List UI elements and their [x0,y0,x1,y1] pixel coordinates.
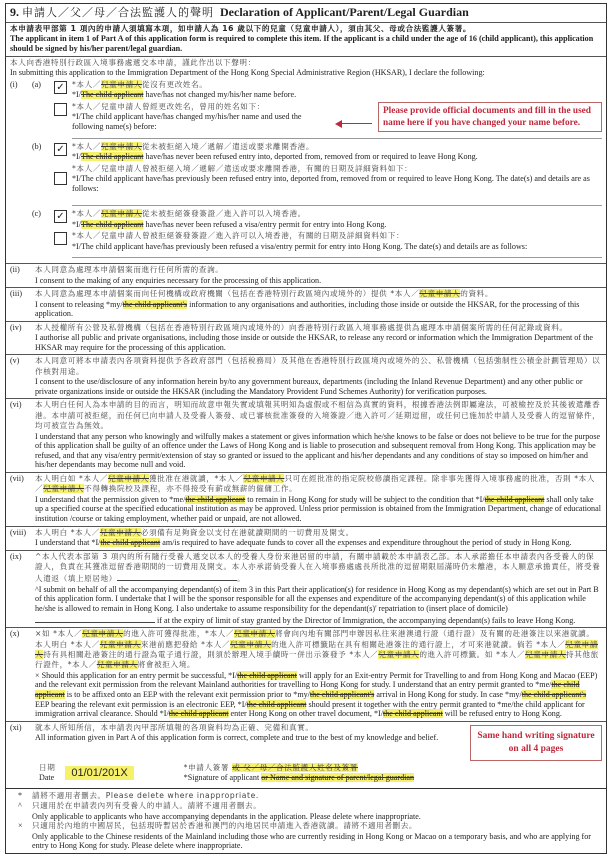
item-en [35,276,602,286]
text-segment: 持有具相關赴港簽注的通行證為電子通行證，則須於辦理入境手續時一併出示簽發予 *本人／ [43,649,379,659]
text-segment: 本人明白 *本人／ [35,527,100,537]
text-segment: 本人同意為處理本申請個案而向任何機構或政府機關（包括在香港特別行政區境內或境外的）提供 *本人／ [35,289,420,299]
section-number: 9. [10,5,19,19]
text-segment: 的資料。 [460,289,494,299]
text-segment: 從沒有更改姓名。 [141,79,208,89]
text-segment: *本人／ [72,79,101,89]
text-segment: 獲批准在港就讀，*本人／ [148,473,244,483]
refusal-details-line[interactable] [72,205,602,206]
signature-label-zh [184,763,414,773]
arrow-icon [335,120,372,128]
item-en [35,377,602,396]
text-segment: × Should this application for an entry permit be successful, *I/ [35,670,238,680]
text-segment: have/has never been refused a visa/entry permit for entry into Hong Kong. [143,219,387,229]
struck-highlighted-text: 兒童申請人 [82,629,124,639]
note-signature: Same hand writing signature on all 4 pages [470,725,602,761]
option-zh [72,102,329,112]
option-a2-row [10,102,602,132]
struck-highlighted-text: the child applicant [35,680,580,699]
struck-highlighted-text: the child applicant [484,494,545,504]
text-segment: *I/The child applicant have/has changed my/his/her name and used the following name(s) before: [72,112,302,131]
text-segment: *申請人簽署 [183,762,233,772]
text-segment: is to be affixed onto an EEP with the relevant exit permission prior to *my/ [64,689,310,699]
item-xi [10,723,462,743]
item-zh [35,528,602,538]
struck-highlighted-text: 兒童申請人 [107,473,149,483]
text-segment: 從未被拒絕入境／遞解／遣送或要求離開香港。 [141,141,315,151]
checkbox-a-changed[interactable] [54,103,67,116]
struck-highlighted-text: 兒童申請人 [99,527,141,537]
text-segment: will be refused entry to Hong Kong. [442,709,562,719]
struck-highlighted-text: 兒童申請人 [100,209,142,219]
struck-highlighted-text: the child applicant [246,699,307,709]
option-zh [72,80,602,90]
struck-highlighted-text: 兒童申請人 [100,141,142,151]
text-segment: *Signature of applicant [183,773,262,783]
footnote-mark: ^ [18,801,22,811]
item-zh [35,552,602,585]
text-segment: I understand that the permission given to *me/ [35,494,186,504]
option-en [72,152,602,162]
option-a2-with-note [72,102,602,132]
text-segment: 就本人所知所信，本申請表內甲部所填報的各項資料均為正確、完備和真實。 [35,722,314,732]
footnote-mark: * [18,790,23,800]
text-segment: will apply for an Exit-entry Permit for Travelling to and from Hong Kong and Macao (EEP) and the relevant exit permission from the relevant Mainland authorities for travelling to Hong Kong for study. I understand that an entry permit granted to *me/ [35,670,598,690]
struck-highlighted-text: 兒童申請人 [230,639,272,649]
struck-highlighted-text: the child applicant's [521,689,587,699]
text-segment: 從未被拒絕簽發簽證／進入許可以入境香港。 [141,209,306,219]
text-segment: 本人授權所有公營及私營機構（包括在香港特別行政區境內或境外的）向香港特別行政區入境事務處提供為處理本申請個案所需的任何記錄或資料。 [35,322,568,332]
title-en: Declaration of Applicant/Parent/Legal Guardian [220,5,469,19]
option-b1-row [10,142,602,162]
option-c2 [72,231,602,251]
text-segment: 。 [236,574,246,584]
option-a2 [72,102,329,132]
option-zh [72,231,602,241]
text-segment: to remain in Hong Kong for study will be subject to the condition that *I/ [245,494,485,504]
used-name-line[interactable] [72,138,602,139]
date-label [39,763,55,783]
check-icon: ✓ [56,143,65,155]
struck-highlighted-text: 兒童申請人 [419,289,461,299]
title-zh: 申請人／父／母／合法監護人的聲明 [22,6,214,19]
checkbox-a-unchanged[interactable] [54,81,67,94]
signature-row [10,761,602,786]
text-segment: *I/The child applicant have/has previously been refused entry into, deported from, removed from or required to leave Hong Kong. The date(s) and details are as follows: [72,174,590,193]
text-segment: *本人／兒童申請人曾被拒絕入境／遞解／遣送或要求離開香港，有關的日期及詳細資料如下： [72,163,413,173]
footnote-zh: 只適用於在申請表內列有受養人的申請人。請將不適用者刪去。 [32,801,262,811]
item-zh [35,323,602,333]
intro-en: The applicant in item 1 of Part A of this application form is required to complete this item. If the applicant is a child under the age of 16 (child applicant), this application should be signed by his/her parent/legal guardian. [10,34,594,53]
item-label: (viii) [10,527,26,537]
item-iv [6,321,606,355]
option-b1 [72,142,602,162]
option-en [72,112,329,131]
text-segment: 本人明白任何人為本申請的目的而言，明知而故意申報失實或填報其明知為虛假或不相信為真實的資料，根據香港法例即屬違法，可被檢控及於其後被遣離香港。本申請可被拒絕，而任何已向申請人及受養人簽發、或已審核批准簽發的入境簽證／進入許可／延期逗留，或任何已施加於申請人及受養人的逗留條件，均可被宣告為無效。 [35,400,601,431]
checkbox-c-refused-visa[interactable] [54,232,67,245]
footnote-mainland [6,821,606,851]
text-segment: have/has not changed my/his/her name before. [143,90,297,99]
item-en [35,671,602,719]
item-label: (ii) [10,265,20,275]
text-segment: have/has never been refused entry into, deported from, removed from or required to leave Hong Kong. [143,152,478,161]
option-b2 [72,164,602,194]
text-segment: 必須備有足夠資金以支付在港就讀期間的一切費用及開支。 [140,527,354,537]
date-label-en: Date [39,773,55,783]
checkbox-b-never-refused[interactable] [54,143,67,156]
footnote-mark: × [18,821,23,831]
text-segment: enter Hong Kong on other travel document, *I/ [228,709,383,719]
item-en [35,733,462,743]
struck-highlighted-text: 兒童申請人 [96,660,138,670]
text-segment: *I/ [72,90,81,99]
option-a1 [72,80,602,100]
text-segment: I understand that *I/ [35,537,101,547]
struck-highlighted-text: 兒童申請人 [43,484,85,494]
intro [6,22,606,56]
text-segment: ×如 *本人／ [35,629,83,639]
option-zh [72,164,602,174]
struck-highlighted-text: the child applicant [168,709,229,719]
struck-highlighted-text: the child applicant [382,709,443,719]
declare-zh: 本人向香港特別行政區入境事務處遞交本申請，謹此作出以下聲明： [10,57,256,67]
arrow-shaft [342,123,372,124]
option-c1 [72,209,602,229]
item-en [35,300,602,319]
struck-highlighted-text: the child applicant's [309,689,375,699]
date-field[interactable]: 01/01/201X [65,766,133,780]
item-en [35,585,602,625]
text-segment: All information given in Part A of this application form is correct, complete and true to the best of my knowledge and belief. [35,733,439,743]
text-segment: I authorise all public and private organisations, including those inside or outside the HKSAR, to release any record or information which the Immigration Department of the HKSAR may require for the processing of this application. [35,333,593,352]
text-segment: 將會向內地有關部門申辦因私往來港澳通行證（通行證）及有關的赴港簽注以來港就讀。本人明白 *本人／ [35,629,595,649]
struck-highlighted-text: The child applicant [81,219,144,229]
struck-highlighted-text: 兒童申請人 [234,629,276,639]
item-en [35,432,602,470]
option-en [72,220,602,230]
checkbox-c-never-refused-visa[interactable] [54,210,67,223]
item-zh [35,474,602,495]
signature-field[interactable] [184,763,414,783]
visa-details-line[interactable] [72,257,602,258]
text-segment: 只可在經批准的指定院校修讀指定課程。除非事先獲得入境事務處的批准，否則 *本人／ [35,473,596,494]
text-segment: *本人／ [72,209,101,219]
note-used-name: Please provide official documents and fill in the used name here if you have changed your name before. [378,102,602,132]
item-zh [35,400,602,431]
text-segment: 的進入許可標籤。如 *本人／ [419,649,526,659]
text-segment: *本人／ [72,141,101,151]
item-iii [6,287,606,321]
item-label: (x) [10,629,20,639]
declare-intro [6,56,606,264]
struck-highlighted-text: the child applicant [100,537,161,547]
item-i-a [10,80,602,139]
fill-in-blank[interactable] [117,572,237,581]
text-segment: 來港前應把發給 *本人／ [140,639,231,649]
item-x [6,627,606,721]
option-zh [72,142,602,152]
item-zh [35,356,602,377]
text-segment: I understand that any person who knowingly and wilfully makes a statement or gives information which he/she knows to be false or does not believe to be true for the purpose of this application shall be guilty of an offence under the Laws of Hong Kong and is liable to prosecution and subsequent removal from Hong Kong. This application may be refused, and that any visa/entry permit/extension of stay so granted or issued to the applicant and his/her dependants and any conditions of stay so imposed on him/her and his/her dependants may become null and void. [35,431,601,470]
item-ix [6,550,606,628]
arrowhead-icon [335,120,342,128]
text-segment: 本人同意可將本申請表內各項資料提供予各政府部門（包括稅務局）及其他在香港特別行政區境內或境外的公、私營機構（包括強制性公積金計劃管理局）以作核對用途。 [35,356,601,376]
struck-highlighted-text: the child applicant [237,670,297,680]
option-b2-row [10,164,602,194]
check-icon: ✓ [56,211,65,223]
option-c1-row [10,209,602,229]
text-segment: shall only take up a specified course at the specified educational institution as may be approved. Unless prior permission is obtained from the Immigration Department, change of educational institution /course or taking employment, whether paid or unpaid, are not allowed. [35,494,601,523]
text-segment: should present it together with the entry permit granted to *me/the child applicant for immigration arrival clearance. Should *I/ [35,699,585,719]
item-vi [6,398,606,472]
section-title [10,5,602,20]
text-segment: am/is required to have adequate funds to cover all the expenses and expenditure throughout the period of study in Hong Kong. [160,537,572,547]
declare-en: In submitting this application to the Immigration Department of the Hong Kong Special Administrative Region (HKSAR), I declare the following: [10,68,485,77]
footnote-zh: 請將不適用者刪去。Please delete where inappropriate. [32,790,259,800]
struck-highlighted-text: the child applicant [185,494,246,504]
text-segment: *本人／兒童申請人曾經更改姓名，曾用的姓名如下： [72,102,265,111]
option-en [72,174,602,193]
item-label: (i) [10,79,18,89]
struck-highlighted-text: 兒童申請人 [378,649,420,659]
item-label: (xi) [10,722,22,732]
item-zh [35,289,602,299]
item-en [35,333,602,352]
text-segment: *本人／兒童申請人曾被拒絕簽發簽證／進入許可以入境香港，有關的日期及詳細資料如下： [72,231,405,241]
text-segment: 持其他旅行證件，*本人／ [35,649,599,670]
item-zh [35,723,462,733]
text-segment: 不得轉換院校及課程，亦不得接受有薪或無薪的僱傭工作。 [84,484,298,494]
struck-highlighted-text: 或 父／母／合法監護人姓名及簽署 [232,762,358,772]
signature-label-en [184,773,414,783]
struck-highlighted-text: 兒童申請人 [35,639,599,659]
item-i-b [10,142,602,207]
item-viii [6,526,606,550]
struck-highlighted-text: 兒童申請人 [243,473,285,483]
text-segment: 本人明白如 *本人／ [35,473,108,483]
footnote-en: Only applicable to the Chinese residents of the Mainland including those who are currently residing in Hong Kong or Macao on a temporary basis, and who are applying for entry to Hong Kong for study. Please delete where inappropriate. [32,831,591,851]
text-segment: if at the expiry of limit of stay granted by the Director of Immigration, the accompanying dependant(s) fails to leave Hong Kong. [155,615,576,625]
check-icon: ✓ [56,81,65,93]
footnote-zh: 只適用於內地的中國居民，包括現時暫居於香港和澳門的內地居民申請進入香港就讀。請將不適用者刪去。 [32,821,418,831]
item-xi-row [10,723,602,761]
footnote-en: Only applicable to applicants who have accompanying dependants in the application. Please delete where inappropriate. [32,811,421,821]
option-c2-row [10,231,602,251]
item-label: (ix) [10,551,22,561]
item-en [35,495,602,524]
text-segment: ^I submit on behalf of all the accompanying dependant(s) of item 3 in this Part their application(s) for residence in Hong Kong as my dependant(s) which are set out in Part B of this application form. I undertake that I will be the sponsor responsible for all the expenses and expenditure of the accompanying dependant(s) of this application while he/she is allowed to remain in Hong Kong. I also undertake to assume responsibility for the dependant(s)' repatriation to (insert place of domicile) [35,584,599,613]
struck-highlighted-text: 兒童申請人 [525,649,567,659]
date-label-zh: 日期 [39,762,56,772]
item-v [6,354,606,398]
text-segment: arrival in Hong Kong for study. In case *my/ [374,689,522,699]
struck-highlighted-text: or Name and signature of parent/legal guardian [261,773,415,783]
text-segment: *I/The child applicant have/has previously been refused a visa/entry permit for entry into Hong Kong. The date(s) and details are as follows: [72,241,528,251]
intro-zh: 本申請表甲部第 1 項內的申請人須填寫本項，如申請人為 16 歲以下的兒童（兒童申請人），須由其父、母或合法監護人簽署。 [10,24,472,33]
struck-highlighted-text: The child applicant [81,152,144,161]
text-segment: 的進入許可獲得批准，*本人／ [123,629,235,639]
footnote-dependants [6,801,606,821]
text-segment: *I/ [72,219,81,229]
text-segment: *I/ [72,152,81,161]
item-en [35,538,602,548]
text-segment: I consent to the use/disclosure of any information herein by/to any government bureaux, departments (including the Inland Revenue Department) and any other public or private organizations inside or outside the HKSAR (including the Mandatory Provident Fund Schemes Authority) for verification purposes. [35,377,583,396]
text-segment: 的進入許可標籤貼在具有相關赴港簽注的通行證上，才可來港就讀。倘若 *本人／ [271,639,566,649]
struck-highlighted-text: The child applicant [81,90,144,99]
item-label: (vi) [10,400,22,410]
item-label: (iv) [10,322,22,332]
section-header [6,4,606,22]
text-segment: I consent to releasing *my/ [35,299,123,309]
declaration-frame [5,3,607,789]
text-segment: information to any organisations and authorities, including those inside or outside the HKSAR, for the processing of this application. [35,299,580,319]
option-en [72,90,602,100]
text-segment: 本人同意為處理本申請個案而進行任何所需的查詢。 [35,265,224,275]
text-segment: EEP bearing the relevant exit permission is an electronic EEP, *I/ [35,699,247,709]
item-ii [6,263,606,287]
sub-label: (a) [32,79,41,89]
sub-label: (c) [32,209,41,219]
fill-in-blank[interactable] [35,614,155,623]
struck-highlighted-text: 兒童申請人 [99,639,141,649]
text-segment: I consent to the making of any enquiries necessary for the processing of this application. [35,275,322,285]
sub-label: (b) [32,141,42,151]
item-zh [35,629,602,671]
item-xi-and-signature [6,721,606,788]
item-i-c [10,209,602,258]
footnotes [5,789,607,854]
item-vii [6,472,606,526]
text-segment: ^本人代表本部第 3 項內的所有隨行受養人遞交以本人的受養人身份來港居留的申請，有關申請載於本申請表乙部。本人承諾擔任本申請表內各受養人的保證人，負責在其獲准逗留香港期間的一切費用及開支。本人亦承諾倘受養人在入境事務處處長所批准的逗留期限屆滿時仍未離港，本人願意承擔責任，將受養人遣返（填上原居地） [35,551,601,584]
item-label: (vii) [10,473,24,483]
item-zh [35,265,602,275]
option-en [72,242,602,252]
item-label: (iii) [10,289,22,299]
item-label: (v) [10,356,20,366]
option-a1-row [10,80,602,100]
text-segment: 將會被拒入境。 [137,660,196,670]
checkbox-b-refused[interactable] [54,172,67,185]
struck-highlighted-text: 兒童申請人 [100,79,142,89]
footnote-delete [6,791,606,801]
option-zh [72,209,602,219]
struck-highlighted-text: the child applicant's [122,299,188,309]
